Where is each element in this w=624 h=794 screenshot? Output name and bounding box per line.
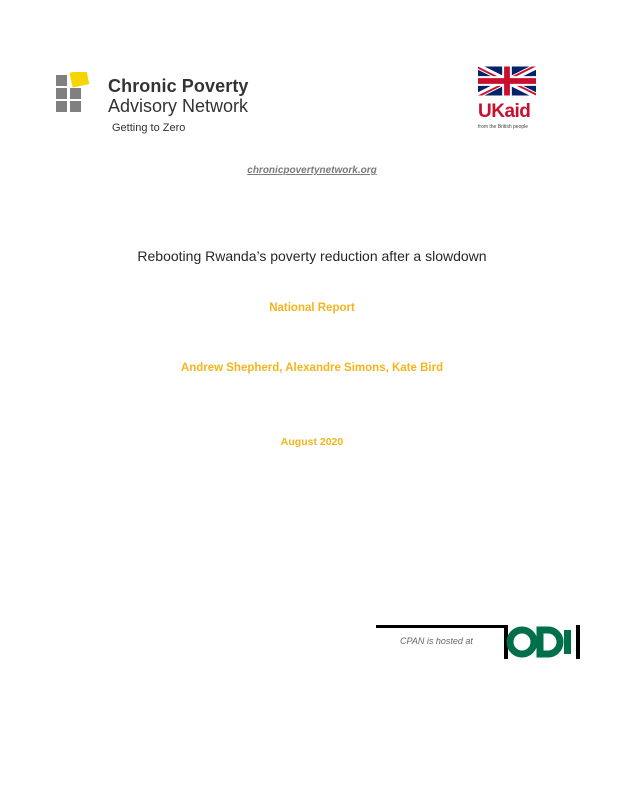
hosted-by-text: CPAN is hosted at bbox=[400, 636, 473, 646]
ukaid-subtext: from the British people bbox=[478, 124, 529, 130]
union-jack-flag-icon bbox=[478, 64, 536, 98]
report-date: August 2020 bbox=[280, 436, 344, 448]
cpan-logo bbox=[56, 72, 296, 138]
odi-logo-icon bbox=[504, 625, 580, 659]
ukaid-text: UKaid bbox=[478, 101, 531, 122]
cpan-tagline: Getting to Zero bbox=[112, 122, 186, 134]
report-title: Rebooting Rwanda’s poverty reduction after a slowdown bbox=[137, 248, 487, 264]
ukaid-logo bbox=[478, 64, 538, 134]
hosted-by-block bbox=[376, 625, 580, 659]
cpan-name-line2: Advisory Network bbox=[108, 96, 249, 116]
cpan-name-line1: Chronic Poverty bbox=[108, 76, 249, 96]
hosted-by-divider bbox=[376, 625, 508, 628]
cpan-squares-icon bbox=[56, 72, 98, 114]
website-link[interactable]: chronicpovertynetwork.org bbox=[247, 165, 377, 176]
report-type: National Report bbox=[269, 302, 355, 314]
report-authors: Andrew Shepherd, Alexandre Simons, Kate Bird bbox=[180, 362, 444, 374]
